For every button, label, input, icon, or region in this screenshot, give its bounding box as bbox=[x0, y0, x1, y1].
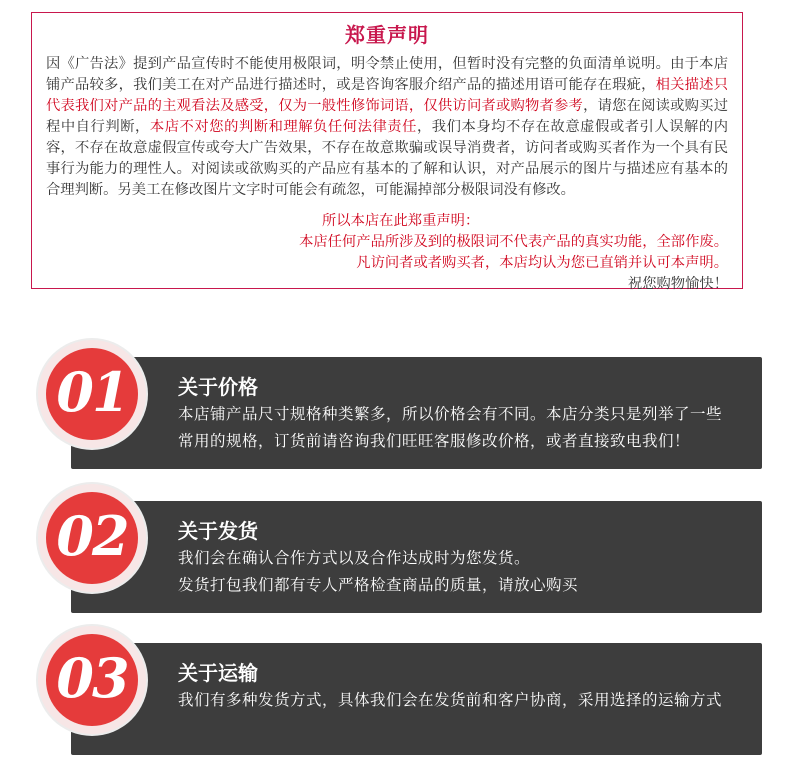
statement-line-3: 凡访问者或者购买者，本店均认为您已直销并认可本声明。 bbox=[356, 255, 728, 271]
section-heading: 关于发货 bbox=[178, 519, 258, 543]
statement-line-2: 本店任何产品所涉及到的极限词不代表产品的真实功能，全部作废。 bbox=[299, 234, 728, 250]
section-number: 02 bbox=[56, 504, 128, 568]
section-bar bbox=[71, 643, 762, 755]
transport-section bbox=[38, 626, 762, 756]
number-badge bbox=[38, 626, 146, 734]
statement-line-4: 祝您购物愉快！ bbox=[627, 276, 728, 292]
section-text-line: 常用的规格，订货前请咨询我们旺旺客服修改价格，或者直接致电我们！ bbox=[178, 432, 691, 450]
section-bar bbox=[71, 357, 762, 469]
section-text-line: 本店铺产品尺寸规格种类繁多，所以价格会有不同。本店分类只是列举了一些 bbox=[178, 405, 723, 423]
disclaimer-paragraph bbox=[46, 54, 728, 201]
disclaimer-title: 郑重声明 bbox=[345, 23, 429, 47]
section-number: 03 bbox=[56, 646, 128, 710]
shipping-section bbox=[38, 484, 762, 614]
section-bar bbox=[71, 501, 762, 613]
number-badge bbox=[38, 340, 146, 448]
section-text bbox=[178, 401, 722, 455]
section-heading: 关于价格 bbox=[178, 375, 258, 399]
statement-line-1: 所以本店在此郑重声明： bbox=[322, 213, 480, 229]
disclaimer-highlight-2: 本店不对您的判断和理解负任何法律责任 bbox=[149, 119, 417, 135]
section-text-line: 我们有多种发货方式，具体我们会在发货前和客户协商，采用选择的运输方式 bbox=[178, 691, 723, 709]
section-number: 01 bbox=[56, 360, 128, 424]
section-text-line: 我们会在确认合作方式以及合作达成时为您发货。 bbox=[178, 549, 531, 567]
section-text bbox=[178, 687, 722, 714]
section-heading: 关于运输 bbox=[178, 661, 258, 685]
section-text bbox=[178, 545, 578, 599]
disclaimer-box bbox=[31, 12, 743, 292]
disclaimer-highlight-1: 相关描述只代表我们对产品的主观看法及感受，仅为一般性修饰词语，仅供访问者或购物者参考 bbox=[46, 77, 728, 114]
number-badge bbox=[38, 484, 146, 592]
price-section bbox=[38, 340, 762, 470]
disclaimer-text-3: ，我们本身均不存在故意虚假或者引人误解的内容，不存在故意虚假宣传或夸大广告效果，不存在故意欺骗或误导消费者，访问者或购买者作为一个具有民事行为能力的理性人。对阅读或欲购买的产品应有基本的了解和认识，对产品展示的图片与描述应有基本的合理判断。另美工在修改图片文字时可能会有疏忽，可能漏掉部分极限词没有修改。 bbox=[46, 119, 729, 198]
section-text-line: 发货打包我们都有专人严格检查商品的质量，请放心购买 bbox=[178, 576, 579, 594]
disclaimer-text-1: 因《广告法》提到产品宣传时不能使用极限词，明令禁止使用，但暂时没有完整的负面清单说明。由于本店铺产品较多，我们美工在对产品进行描述时，或是咨询客服介绍产品的描述用语可能存在瑕疵， bbox=[46, 56, 728, 93]
disclaimer-text-2: ，请您在阅读或购买过程中自行判断， bbox=[46, 98, 728, 135]
